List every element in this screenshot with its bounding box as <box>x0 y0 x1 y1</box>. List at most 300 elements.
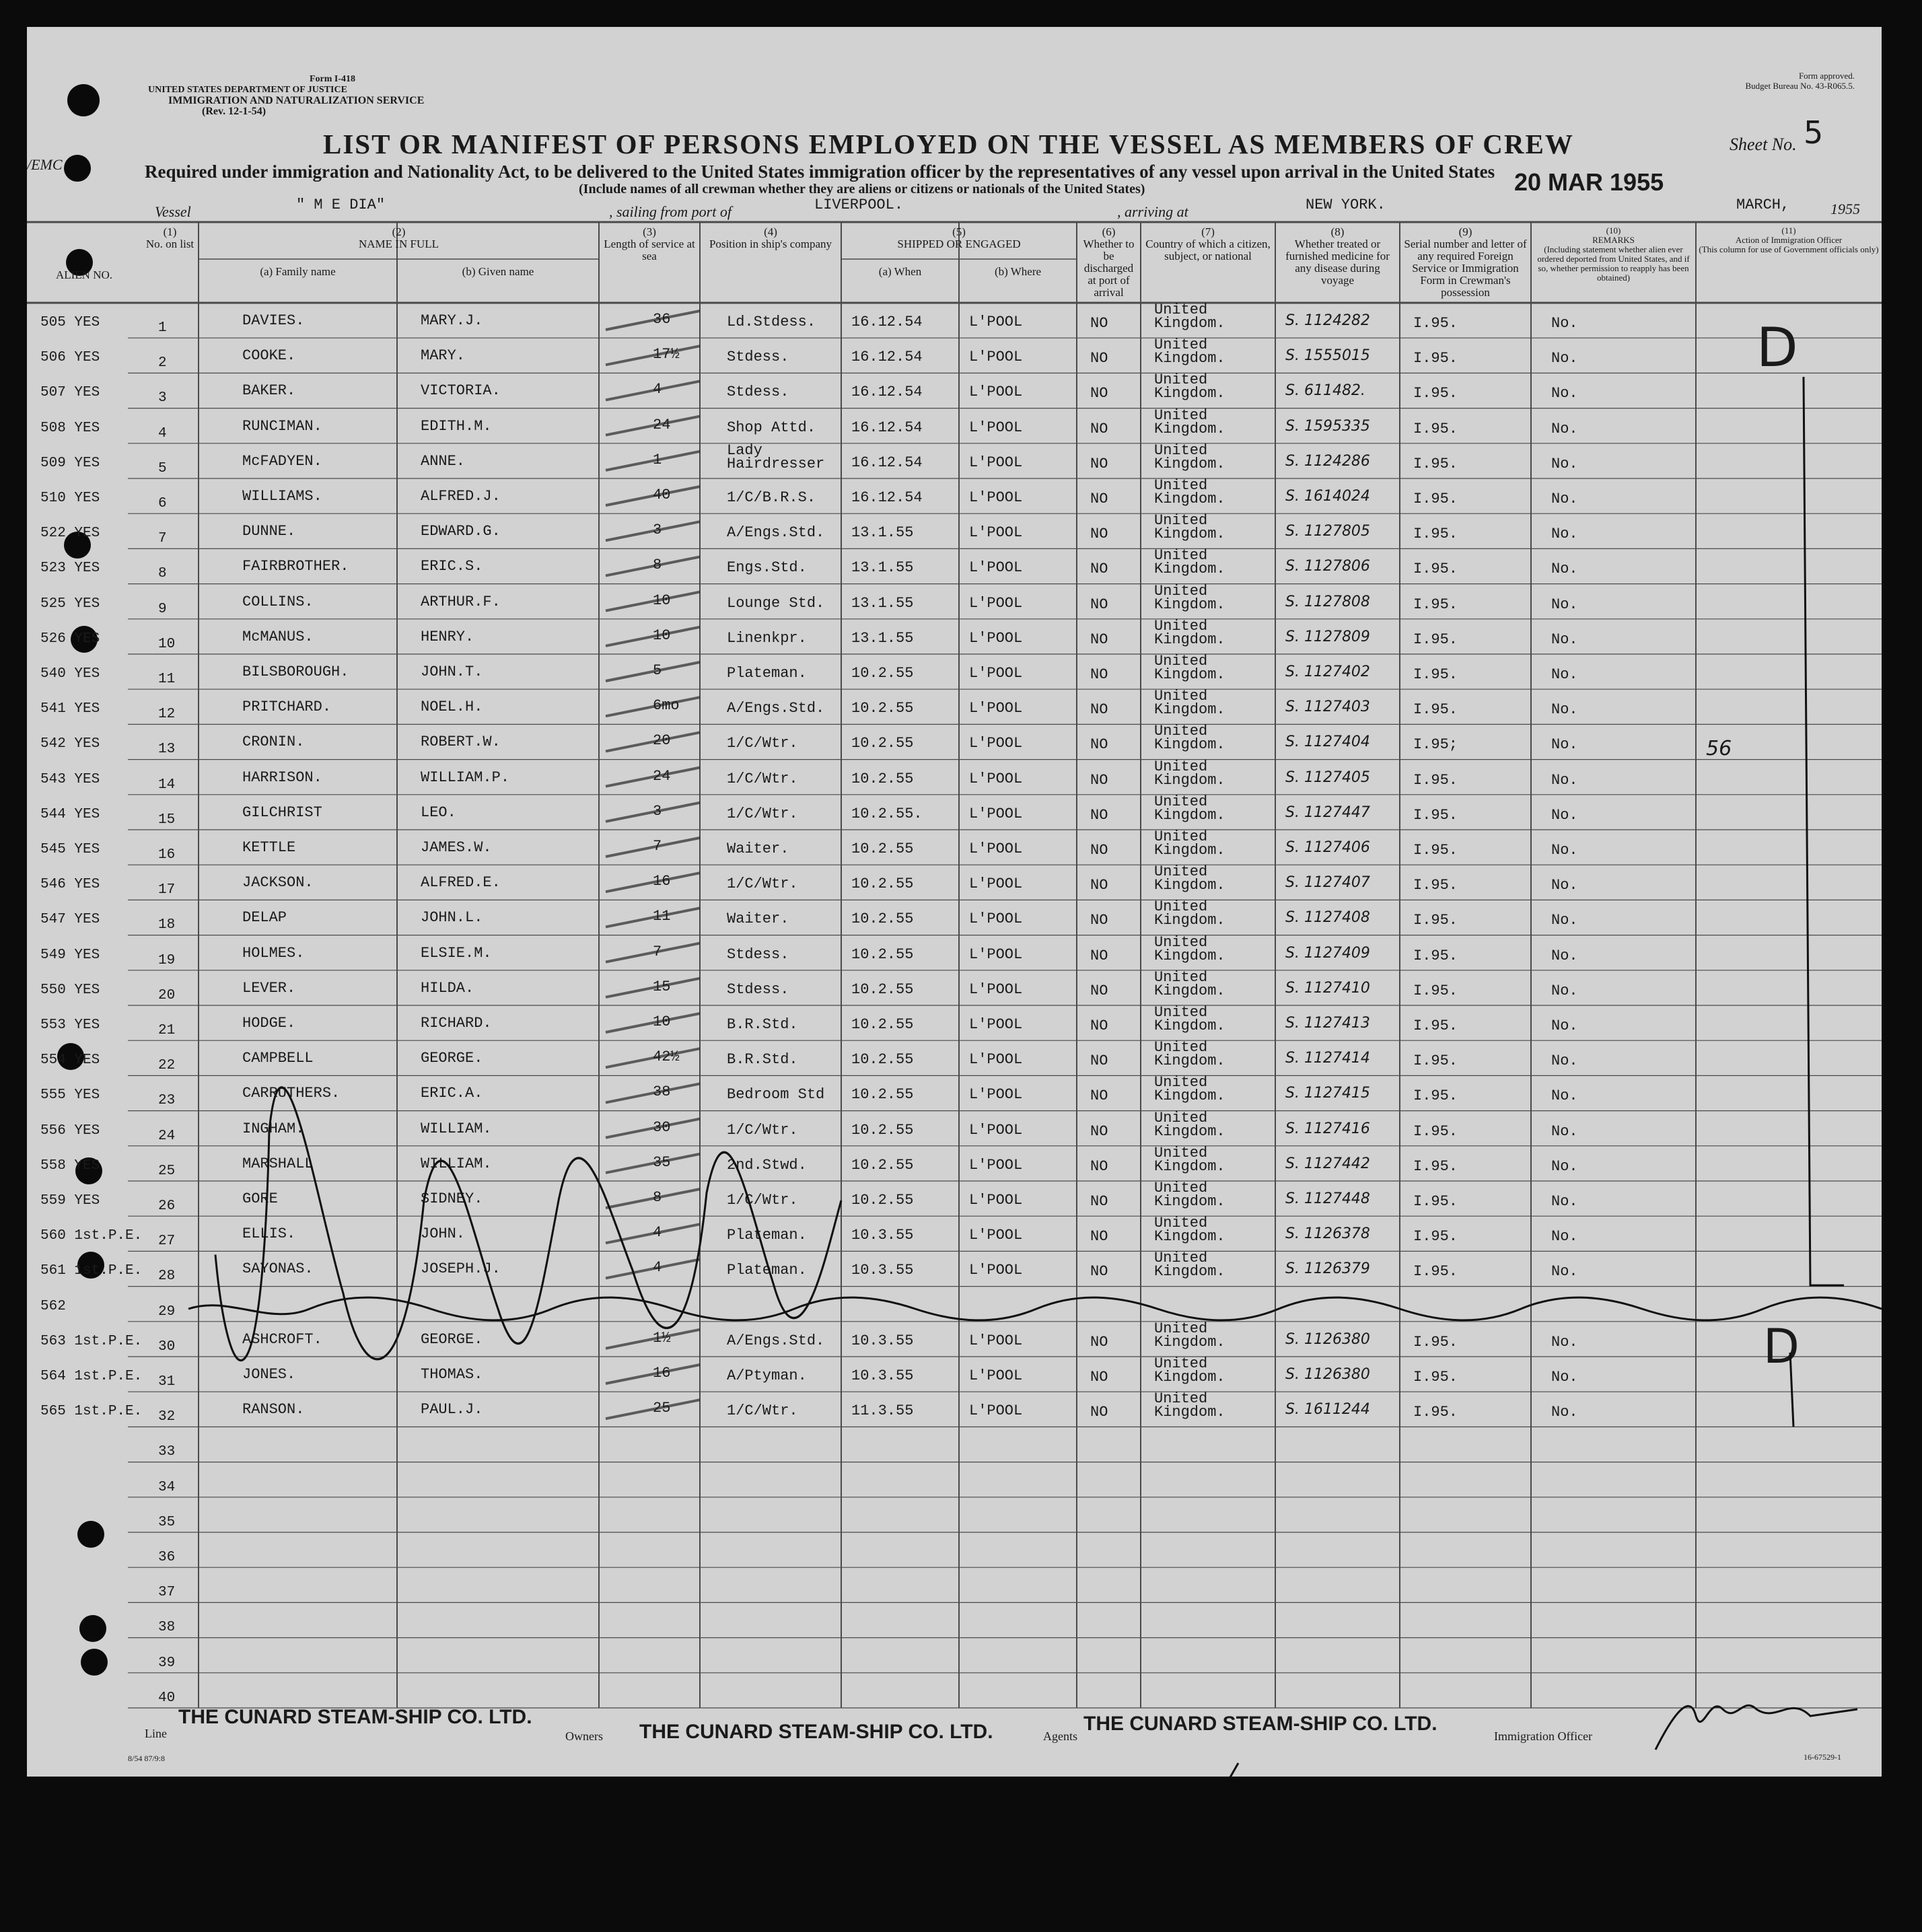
remark-annotation: 56 <box>1706 737 1732 760</box>
form-serial: I.95; <box>1413 736 1458 754</box>
medicine-serial: S. 1611244 <box>1285 1401 1370 1419</box>
shipped-where: L'POOL <box>969 1086 1023 1104</box>
list-number: 29 <box>158 1303 176 1320</box>
remarks: No. <box>1551 1193 1578 1210</box>
list-number: 26 <box>158 1198 176 1214</box>
medicine-serial: S. 1127806 <box>1285 558 1370 575</box>
alien-number: 522 YES <box>40 526 100 542</box>
alien-number: 544 YES <box>40 806 100 822</box>
remarks: No. <box>1551 315 1578 332</box>
country: Kingdom. <box>1154 771 1225 789</box>
form-serial: I.95. <box>1413 561 1458 578</box>
form-serial: I.95. <box>1413 1404 1458 1421</box>
family-name: McFADYEN. <box>242 452 322 470</box>
service-length: 4 <box>653 381 662 398</box>
discharge-flag: NO <box>1090 1087 1108 1105</box>
family-name: FAIRBROTHER. <box>242 558 349 575</box>
shipped-where: L'POOL <box>969 489 1023 506</box>
remarks: No. <box>1551 701 1578 719</box>
family-name: BAKER. <box>242 382 296 400</box>
form-serial: I.95. <box>1413 912 1458 929</box>
medicine-serial: S. 1127442 <box>1285 1155 1370 1172</box>
given-name: WILLIAM. <box>421 1120 492 1137</box>
list-number: 18 <box>158 917 176 933</box>
list-number: 32 <box>158 1409 176 1425</box>
discharge-flag: NO <box>1090 596 1108 613</box>
shipped-when: 10.2.55 <box>851 840 914 857</box>
list-number: 40 <box>158 1690 176 1706</box>
remarks: No. <box>1551 596 1578 613</box>
date-stamp: 20 MAR 1955 <box>1514 168 1664 196</box>
family-name: RANSON. <box>242 1401 305 1419</box>
position: Waiter. <box>727 840 789 857</box>
country: United <box>1154 512 1208 530</box>
remarks: No. <box>1551 666 1578 683</box>
form-serial: I.95. <box>1413 315 1458 332</box>
given-name: PAUL.J. <box>421 1401 483 1419</box>
remarks: No. <box>1551 771 1578 789</box>
country: Kingdom. <box>1154 526 1225 543</box>
position: Lady <box>727 441 762 459</box>
shipped-when: 10.2.55 <box>851 945 914 963</box>
page-title: LIST OR MANIFEST OF PERSONS EMPLOYED ON THE VESSEL AS MEMBERS OF CREW <box>323 129 1574 159</box>
family-name: DAVIES. <box>242 312 305 329</box>
family-name: INGHAM. <box>242 1120 305 1137</box>
print-code: 8/54 87/9:8 <box>128 1754 166 1763</box>
given-name: THOMAS. <box>421 1366 483 1383</box>
officer-short-line <box>1790 1353 1793 1427</box>
remarks: No. <box>1551 631 1578 648</box>
given-name: WILLIAM. <box>421 1155 492 1172</box>
alien-number: 542 YES <box>40 736 100 752</box>
position: A/Engs.Std. <box>727 524 825 542</box>
shipped-when: 10.3.55 <box>851 1332 914 1349</box>
shipped-when: 13.1.55 <box>851 524 914 542</box>
remarks: No. <box>1551 806 1578 824</box>
shipped-where: L'POOL <box>969 454 1023 471</box>
discharge-flag: NO <box>1090 561 1108 578</box>
family-name: SAYONAS. <box>242 1260 314 1278</box>
list-number: 19 <box>158 952 176 968</box>
service-length: 3 <box>653 522 662 539</box>
shipped-when: 16.12.54 <box>851 349 923 366</box>
list-number: 7 <box>158 531 167 547</box>
shipped-when: 10.2.55 <box>851 1156 914 1174</box>
shipped-when: 10.2.55 <box>851 1121 914 1139</box>
discharge-flag: NO <box>1090 420 1108 437</box>
country: Kingdom. <box>1154 666 1225 683</box>
shipped-where: L'POOL <box>969 1227 1023 1244</box>
col-form-header: (9) Serial number and letter of any required Foreign Service or Immigration Form in Crewman's possession <box>1404 225 1527 299</box>
list-number: 16 <box>158 847 176 863</box>
family-name: HOLMES. <box>242 944 305 962</box>
discharge-flag: NO <box>1090 1193 1108 1210</box>
shipped-where: L'POOL <box>969 1192 1023 1209</box>
medicine-serial: S. 1127414 <box>1285 1050 1370 1067</box>
medicine-serial: S. 1127447 <box>1285 803 1370 821</box>
alien-number: 556 YES <box>40 1122 100 1139</box>
given-name: ALFRED.J. <box>421 488 501 505</box>
line-label: Line <box>145 1727 167 1740</box>
remarks: No. <box>1551 1122 1578 1140</box>
shipped-when: 16.12.54 <box>851 314 923 330</box>
alien-number: 541 YES <box>40 701 100 717</box>
family-name: COOKE. <box>242 347 296 365</box>
col-remarks-header: (10) REMARKS (Including statement whether alien ever ordered deported from United States, and if so, whether permission to reapply has been obtained) <box>1537 225 1690 283</box>
remarks: No. <box>1551 350 1578 367</box>
discharge-flag: NO <box>1090 771 1108 789</box>
officer-mark: D <box>1763 1319 1800 1374</box>
given-name: ROBERT.W. <box>421 734 501 751</box>
shipped-when: 10.2.55 <box>851 1016 914 1033</box>
service-length: 10 <box>653 1013 671 1030</box>
family-name: RUNCIMAN. <box>242 417 322 435</box>
form-serial: I.95. <box>1413 1333 1458 1351</box>
remarks: No. <box>1551 385 1578 402</box>
position: Hairdresser <box>727 455 825 472</box>
shipped-where: L'POOL <box>969 1332 1023 1349</box>
family-name: JACKSON. <box>242 874 314 892</box>
country: Kingdom. <box>1154 1193 1225 1210</box>
given-name: NOEL.H. <box>421 699 483 716</box>
given-name: ANNE. <box>421 452 466 470</box>
officer-signature <box>1656 1705 1857 1750</box>
position: B.R.Std. <box>727 1016 798 1033</box>
form-serial: I.95. <box>1413 1122 1458 1140</box>
given-name: HENRY. <box>421 628 474 645</box>
remarks: No. <box>1551 1087 1578 1105</box>
medicine-serial: S. 1127448 <box>1285 1190 1370 1207</box>
given-name: RICHARD. <box>421 1015 492 1032</box>
shipped-where: L'POOL <box>969 840 1023 857</box>
family-name: DUNNE. <box>242 523 296 540</box>
shipped-when: 10.2.55 <box>851 910 914 928</box>
country: United <box>1154 477 1208 494</box>
remarks: No. <box>1551 1052 1578 1070</box>
list-number: 31 <box>158 1374 176 1390</box>
shipped-where: L'POOL <box>969 735 1023 752</box>
requirement-text: Required under immigration and Nationality Act, to be delivered to the United States immigration officer by the representatives of any vessel upon arrival in the United States <box>145 162 1495 182</box>
remarks: No. <box>1551 1369 1578 1386</box>
family-name: GORE <box>242 1190 278 1207</box>
sheet-number: 5 <box>1804 114 1824 151</box>
service-length: 24 <box>653 416 671 433</box>
alien-number: 561 1st.P.E. <box>40 1263 143 1279</box>
include-note: (Include names of all crewman whether they are aliens or citizens or nationals of the United States) <box>579 182 1145 196</box>
family-name: WILLIAMS. <box>242 488 322 505</box>
service-length: 24 <box>653 767 671 785</box>
position: Plateman. <box>727 1227 807 1244</box>
list-number: 1 <box>158 320 167 336</box>
shipped-where: L'POOL <box>969 349 1023 366</box>
country: United <box>1154 1250 1208 1267</box>
service-length: 20 <box>653 732 671 750</box>
shipped-where: L'POOL <box>969 1156 1023 1174</box>
alien-number: 562 <box>40 1298 66 1314</box>
shipped-where: L'POOL <box>969 945 1023 963</box>
country: Kingdom. <box>1154 350 1225 367</box>
arriving-label: , arriving at <box>1117 203 1188 220</box>
family-name: COLLINS. <box>242 593 314 610</box>
col-name-header: (2) NAME IN FULL <box>359 225 439 250</box>
form-agency-block: Form I-418 UNITED STATES DEPARTMENT OF JUSTICE IMMIGRATION AND NATURALIZATION SERVICE (Rev. 12-1-54) <box>148 74 425 117</box>
officer-label: Immigration Officer <box>1494 1729 1593 1743</box>
given-name: WILLIAM.P. <box>421 768 510 786</box>
medicine-serial: S. 1127415 <box>1285 1085 1370 1102</box>
shipped-when: 10.2.55 <box>851 1086 914 1104</box>
country: United <box>1154 617 1208 635</box>
country: Kingdom. <box>1154 1228 1225 1246</box>
shipped-when: 10.2.55 <box>851 735 914 752</box>
medicine-serial: S. 1126378 <box>1285 1225 1370 1243</box>
discharge-flag: NO <box>1090 350 1108 367</box>
list-number: 25 <box>158 1163 176 1179</box>
given-name: SIDNEY. <box>421 1190 483 1207</box>
medicine-serial: S. 1126380 <box>1285 1330 1370 1348</box>
vessel-label: Vessel <box>155 203 191 220</box>
shipped-when: 16.12.54 <box>851 419 923 436</box>
list-number: 4 <box>158 425 167 441</box>
medicine-serial: S. 1127408 <box>1285 909 1370 927</box>
family-name: LEVER. <box>242 979 296 997</box>
position: Linenkpr. <box>727 629 807 647</box>
service-length: 25 <box>653 1400 671 1417</box>
position: 1/C/Wtr. <box>727 875 798 893</box>
form-serial: I.95. <box>1413 842 1458 859</box>
form-serial: I.95. <box>1413 1369 1458 1386</box>
owners-label: Owners <box>565 1729 603 1743</box>
family-name: DELAP <box>242 909 287 927</box>
remarks: No. <box>1551 982 1578 999</box>
alien-number: 506 YES <box>40 350 100 366</box>
list-number: 20 <box>158 987 176 1003</box>
form-serial: I.95. <box>1413 350 1458 367</box>
service-length: 1½ <box>653 1329 671 1347</box>
service-length: 6mo <box>653 697 680 715</box>
country: Kingdom. <box>1154 420 1225 437</box>
shipped-when: 10.3.55 <box>851 1367 914 1384</box>
form-serial: I.95. <box>1413 420 1458 437</box>
position: 1/C/Wtr. <box>727 1192 798 1209</box>
form-code: 16-67529-1 <box>1804 1752 1841 1762</box>
discharge-flag: NO <box>1090 1052 1108 1070</box>
family-name: HARRISON. <box>242 768 322 786</box>
discharge-flag: NO <box>1090 1333 1108 1351</box>
remarks: No. <box>1551 877 1578 894</box>
country: United <box>1154 968 1208 986</box>
alien-number: 549 YES <box>40 947 100 963</box>
form-serial: I.95. <box>1413 1193 1458 1210</box>
vessel-name: " M E DIA" <box>296 196 386 213</box>
given-name: EDWARD.G. <box>421 523 501 540</box>
country: Kingdom. <box>1154 561 1225 578</box>
medicine-serial: S. 1595335 <box>1285 417 1370 435</box>
country: United <box>1154 1180 1208 1196</box>
alien-number: 507 YES <box>40 385 100 401</box>
form-serial: I.95. <box>1413 806 1458 824</box>
discharge-flag: NO <box>1090 1263 1108 1281</box>
country: Kingdom. <box>1154 1052 1225 1070</box>
discharge-flag: NO <box>1090 1228 1108 1246</box>
given-name: HILDA. <box>421 979 474 997</box>
country: United <box>1154 898 1208 916</box>
shipped-when: 10.2.55 <box>851 1192 914 1209</box>
alien-number: 510 YES <box>40 491 100 506</box>
country: United <box>1154 582 1208 600</box>
sheet-label: Sheet No. <box>1730 135 1797 154</box>
col-position-header: (4) Position in ship's company <box>709 225 832 250</box>
remarks: No. <box>1551 526 1578 543</box>
remarks: No. <box>1551 912 1578 929</box>
form-serial: I.95. <box>1413 455 1458 472</box>
family-name: ELLIS. <box>242 1225 296 1243</box>
shipped-when: 10.2.55 <box>851 980 914 998</box>
medicine-serial: S. 1127405 <box>1285 768 1370 786</box>
footer-check-mark <box>1211 1763 1238 1777</box>
list-number: 30 <box>158 1338 176 1355</box>
officer-vertical-line <box>1804 377 1844 1285</box>
service-length: 1 <box>653 451 662 468</box>
service-length: 16 <box>653 1365 671 1382</box>
given-name: LEO. <box>421 803 456 821</box>
discharge-flag: NO <box>1090 491 1108 507</box>
shipped-where: L'POOL <box>969 1016 1023 1033</box>
service-length: 8 <box>653 557 662 574</box>
discharge-flag: NO <box>1090 315 1108 332</box>
country: Kingdom. <box>1154 455 1225 472</box>
list-number: 33 <box>158 1444 176 1460</box>
country: United <box>1154 723 1208 740</box>
country: Kingdom. <box>1154 1333 1225 1351</box>
country: Kingdom. <box>1154 701 1225 719</box>
given-name: ERIC.A. <box>421 1085 483 1102</box>
discharge-flag: NO <box>1090 455 1108 472</box>
country: Kingdom. <box>1154 1122 1225 1140</box>
family-name: CRONIN. <box>242 734 305 751</box>
form-serial: I.95. <box>1413 877 1458 894</box>
shipped-where: L'POOL <box>969 1367 1023 1384</box>
alien-number: 553 YES <box>40 1017 100 1033</box>
shipped-where: L'POOL <box>969 1121 1023 1139</box>
service-length: 10 <box>653 592 671 609</box>
shipped-where: L'POOL <box>969 594 1023 612</box>
country: United <box>1154 1004 1208 1021</box>
owners-stamp: THE CUNARD STEAM-SHIP CO. LTD. <box>639 1721 993 1743</box>
list-number: 5 <box>158 460 167 476</box>
given-name: GEORGE. <box>421 1050 483 1067</box>
shipped-when: 10.2.55 <box>851 875 914 893</box>
position: A/Engs.Std. <box>727 700 825 717</box>
given-name: MARY.J. <box>421 312 483 329</box>
family-name: HODGE. <box>242 1015 296 1032</box>
country: United <box>1154 301 1208 318</box>
list-number: 3 <box>158 390 167 406</box>
alien-number: 555 YES <box>40 1087 100 1104</box>
remarks: No. <box>1551 1263 1578 1281</box>
remarks: No. <box>1551 561 1578 578</box>
arriving-port: NEW YORK. <box>1306 196 1386 213</box>
given-name: ALFRED.E. <box>421 874 501 892</box>
country: United <box>1154 406 1208 424</box>
shipped-where: L'POOL <box>969 875 1023 893</box>
list-number: 23 <box>158 1093 176 1109</box>
country: United <box>1154 653 1208 670</box>
given-name: VICTORIA. <box>421 382 501 400</box>
form-serial: I.95. <box>1413 701 1458 719</box>
remarks: No. <box>1551 455 1578 472</box>
shipped-where: L'POOL <box>969 314 1023 330</box>
medicine-serial: S. 1127808 <box>1285 593 1370 610</box>
medicine-serial: S. 1555015 <box>1285 347 1370 365</box>
given-name: JAMES.W. <box>421 839 492 856</box>
family-name: JONES. <box>242 1366 296 1383</box>
country: Kingdom. <box>1154 1404 1225 1421</box>
list-number: 21 <box>158 1023 176 1038</box>
country: United <box>1154 441 1208 459</box>
shipped-where: L'POOL <box>969 665 1023 682</box>
shipped-when: 16.12.54 <box>851 384 923 401</box>
discharge-flag: NO <box>1090 912 1108 929</box>
remarks: No. <box>1551 491 1578 507</box>
service-length: 16 <box>653 873 671 890</box>
given-name: EDITH.M. <box>421 417 492 435</box>
country: Kingdom. <box>1154 491 1225 507</box>
given-name: GEORGE. <box>421 1330 483 1348</box>
medicine-serial: S. 1127403 <box>1285 699 1370 716</box>
agents-label: Agents <box>1043 1729 1077 1743</box>
discharge-flag: NO <box>1090 806 1108 824</box>
position: 1/C/Wtr. <box>727 1402 798 1420</box>
country: Kingdom. <box>1154 912 1225 929</box>
country: Kingdom. <box>1154 982 1225 999</box>
alien-number: 564 1st.P.E. <box>40 1369 143 1384</box>
discharge-flag: NO <box>1090 1122 1108 1140</box>
medicine-serial: S. 1127809 <box>1285 628 1370 645</box>
shipped-where: L'POOL <box>969 700 1023 717</box>
position: A/Engs.Std. <box>727 1332 825 1349</box>
family-name: MARSHALL <box>242 1155 314 1172</box>
col-discharge-header: (6) Whether to be discharged at port of arrival <box>1083 225 1135 299</box>
discharge-flag: NO <box>1090 1404 1108 1421</box>
country: Kingdom. <box>1154 1087 1225 1105</box>
service-length: 11 <box>653 908 671 925</box>
shipped-where: L'POOL <box>969 1262 1023 1279</box>
col-when-header: (a) When <box>878 265 922 278</box>
list-number: 27 <box>158 1233 176 1250</box>
service-length: 4 <box>653 1224 662 1242</box>
position: Waiter. <box>727 910 789 928</box>
alien-number: 558 YES <box>40 1157 100 1174</box>
alien-number: 508 YES <box>40 420 100 436</box>
list-number: 38 <box>158 1620 176 1636</box>
list-number: 8 <box>158 566 167 582</box>
shipped-when: 16.12.54 <box>851 454 923 471</box>
form-serial: I.95. <box>1413 385 1458 402</box>
remarks: No. <box>1551 1404 1578 1421</box>
manifest-sheet <box>27 27 1882 1777</box>
remarks: No. <box>1551 842 1578 859</box>
country: Kingdom. <box>1154 1369 1225 1386</box>
alien-number: 540 YES <box>40 666 100 682</box>
country: United <box>1154 1390 1208 1408</box>
country: United <box>1154 1320 1208 1337</box>
list-number: 11 <box>158 672 176 687</box>
service-length: 7 <box>653 943 662 960</box>
country: Kingdom. <box>1154 842 1225 859</box>
form-serial: I.95. <box>1413 666 1458 683</box>
service-length: 3 <box>653 802 662 820</box>
medicine-serial: S. 1127406 <box>1285 839 1370 856</box>
